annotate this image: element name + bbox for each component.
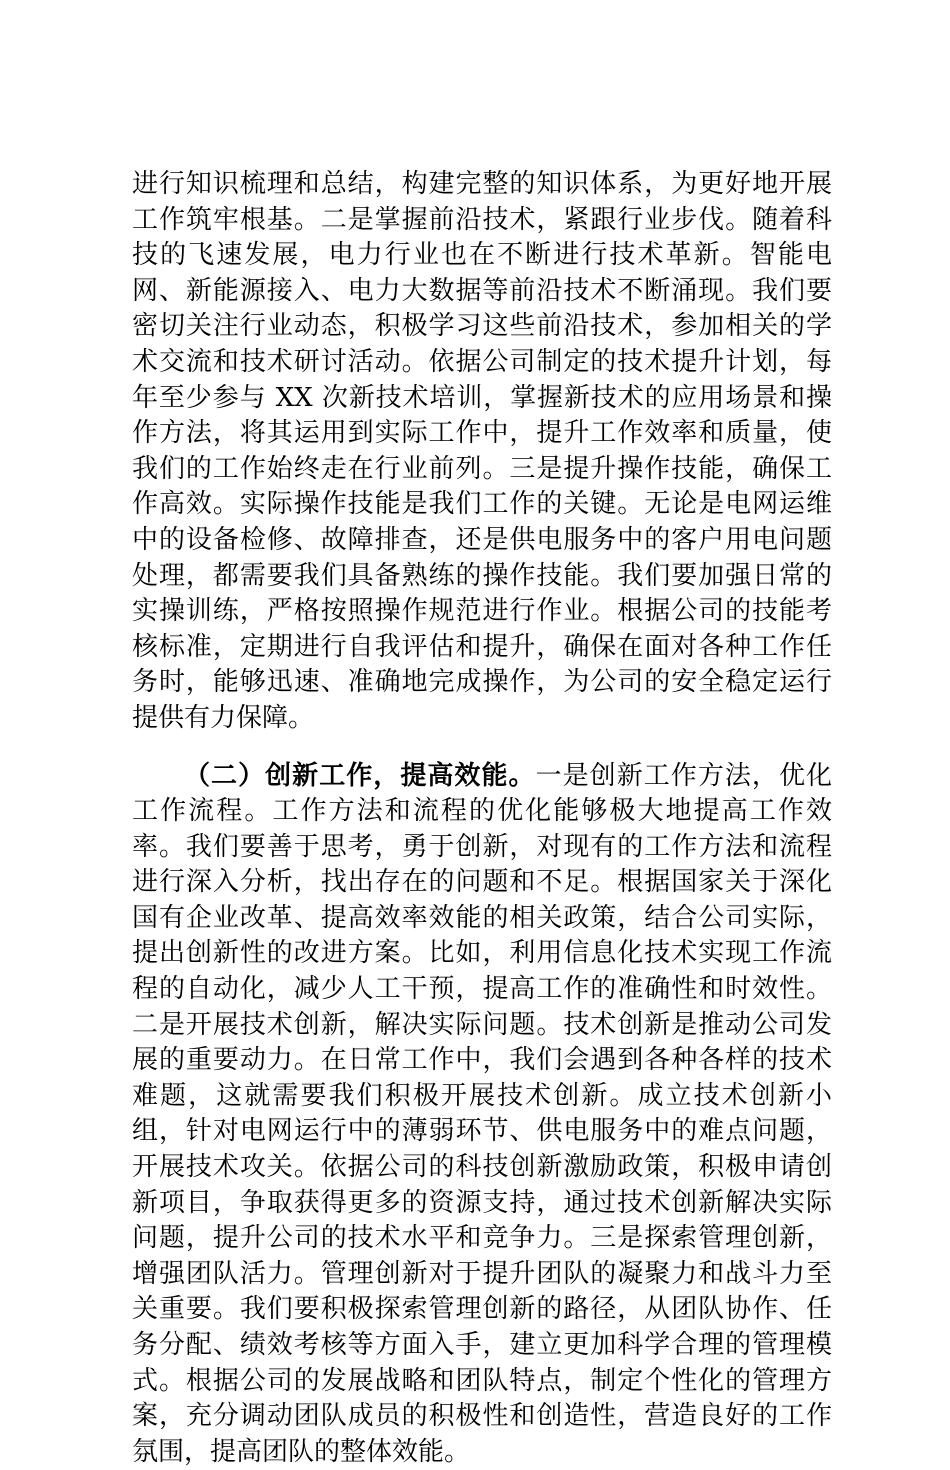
- paragraph-section-2: [132, 759, 832, 1470]
- section-heading: （二）创新工作，提高效能。: [184, 761, 536, 791]
- paragraph-text: 一是创新工作方法，优化工作流程。工作方法和流程的优化能够极大地提高工作效率。我们要善于思考，勇于创新，对现有的工作方法和流程进行深入分析，找出存在的问题和不足。根据国家关于深化国有企业改革、提高效率效能的相关政策，结合公司实际，提出创新性的改进方案。比如，利用信息化技术实现工作流程的自动化，减少人工干预，提高工作的准确性和时效性。二是开展技术创新，解决实际问题。技术创新是推动公司发展的重要动力。在日常工作中，我们会遇到各种各样的技术难题，这就需要我们积极开展技术创新。成立技术创新小组，针对电网运行中的薄弱环节、供电服务中的难点问题，开展技术攻关。依据公司的科技创新激励政策，积极申请创新项目，争取获得更多的资源支持，通过技术创新解决实际问题，提升公司的技术水平和竞争力。三是探索管理创新，增强团队活力。管理创新对于提升团队的凝聚力和战斗力至关重要。我们要积极探索管理创新的路径，从团队协作、任务分配、绩效考核等方面入手，建立更加科学合理的管理模式。根据公司的发展战略和团队特点，制定个性化的管理方案，充分调动团队成员的积极性和创造性，营造良好的工作氛围，提高团队的整体效能。: [132, 761, 832, 1467]
- paragraph-continuation: [132, 167, 832, 737]
- document-body: [132, 167, 832, 1470]
- paragraph-text: 进行知识梳理和总结，构建完整的知识体系，为更好地开展工作筑牢根基。二是掌握前沿技术，紧跟行业步伐。随着科技的飞速发展，电力行业也在不断进行技术革新。智能电网、新能源接入、电力大数据等前沿技术不断涌现。我们要密切关注行业动态，积极学习这些前沿技术，参加相关的学术交流和技术研讨活动。依据公司制定的技术提升计划，每年至少参与 XX 次新技术培训，掌握新技术的应用场景和操作方法，将其运用到实际工作中，提升工作效率和质量，使我们的工作始终走在行业前列。三是提升操作技能，确保工作高效。实际操作技能是我们工作的关键。无论是电网运维中的设备检修、故障排查，还是供电服务中的客户用电问题处理，都需要我们具备熟练的操作技能。我们要加强日常的实操训练，严格按照操作规范进行作业。根据公司的技能考核标准，定期进行自我评估和提升，确保在面对各种工作任务时，能够迅速、准确地完成操作，为公司的安全稳定运行提供有力保障。: [132, 169, 832, 733]
